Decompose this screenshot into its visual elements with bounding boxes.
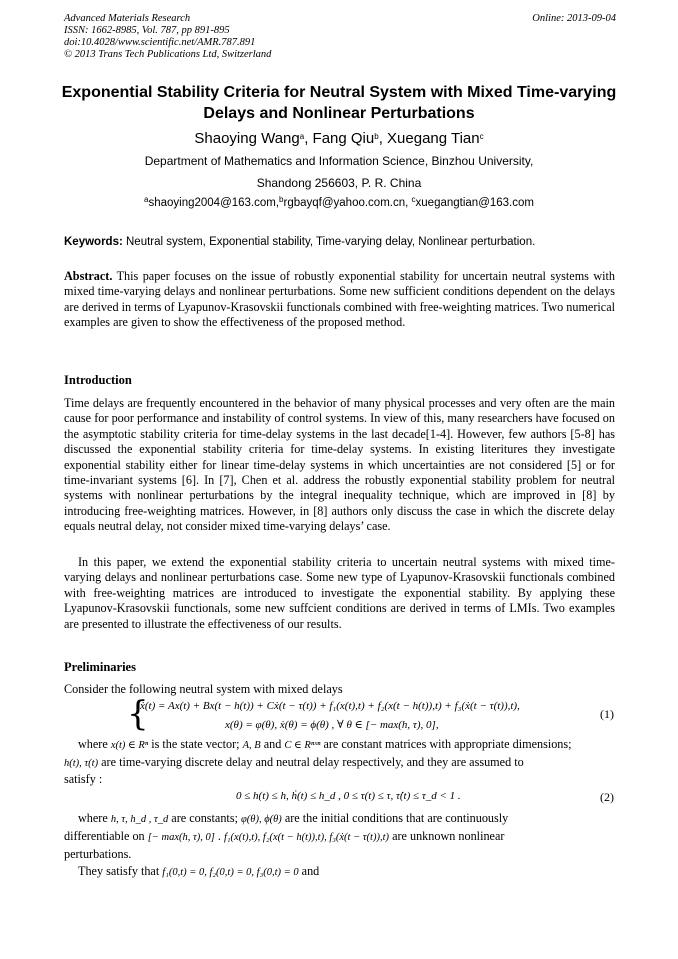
keywords-label: Keywords:: [64, 236, 123, 248]
text-span: is the state vector;: [148, 737, 243, 751]
text-span: are constant matrices with appropriate dimensions;: [320, 737, 572, 751]
text-span: They satisfy that: [78, 864, 163, 878]
author-superscript: b: [374, 132, 379, 141]
email-superscript: a: [144, 195, 149, 204]
author-superscript: c: [479, 132, 484, 141]
math-span: [− max(h, τ), 0]: [147, 832, 215, 843]
email-link[interactable]: xuegangtian@163.com: [415, 197, 534, 209]
journal-header: [64, 13, 271, 61]
abstract: [64, 269, 615, 331]
journal-issn: ISSN: 1662-8985, Vol. 787, pp 891-895: [64, 25, 230, 36]
paper-title: [40, 82, 638, 124]
math-span: φ(θ), ϕ(θ): [241, 814, 282, 825]
text-span: differentiable on: [64, 829, 148, 843]
affiliation-line-1: Department of Mathematics and Information Science, Binzhou University,: [144, 154, 534, 168]
section-heading-preliminaries: Preliminaries: [64, 660, 136, 674]
where-line-6: perturbations.: [64, 847, 132, 861]
math-span: h(t), τ(t): [64, 758, 99, 769]
abstract-label: Abstract.: [64, 269, 113, 283]
equation-1-line-1: ẋ(t) = Ax(t) + Bx(t − h(t)) + Cẋ(t − τ(t)) + f₁(x(t),t) + f₂(x(t − h(t)),t) + f₃(ẋ(t − τ(t)),t),: [140, 700, 520, 712]
keywords-text: Neutral system, Exponential stability, Time-varying delay, Nonlinear perturbation.: [126, 236, 536, 248]
journal-name: Advanced Materials Research: [64, 13, 191, 24]
keywords: [64, 236, 616, 248]
email-superscript: c: [411, 195, 416, 204]
author-emails: [40, 197, 638, 209]
where-line-5: [64, 829, 504, 844]
text-span: where: [78, 811, 111, 825]
author-list: Shaoying Wang$^a$, Fang Qiu$^b$, Xuegang Tian$^c$: [194, 130, 484, 147]
equation-brace: {: [127, 694, 149, 734]
text-span: are constants;: [168, 811, 241, 825]
section-heading-introduction: Introduction: [64, 373, 132, 387]
title-line-1: Exponential Stability Criteria for Neutral System with Mixed Time-varying: [61, 84, 617, 101]
online-date: Online: 2013-09-04: [532, 13, 616, 24]
email-link[interactable]: shaoying2004@163.com,: [148, 197, 280, 209]
journal-doi: doi:10.4028/www.scientific.net/AMR.787.891: [64, 37, 256, 48]
math-span: h, τ, h_d , τ_d: [110, 814, 169, 825]
math-span: x(t) ∈ Rⁿ: [110, 740, 149, 751]
math-span: f₁(x(t),t), f₂(x(t − h(t)),t), f₃(ẋ(t − τ(t)),t): [223, 832, 390, 843]
text-span: .: [214, 829, 224, 843]
author-name: Fang Qiu: [312, 130, 375, 147]
author-name: Xuegang Tian: [387, 130, 480, 147]
text-span: are the initial conditions that are continuously: [281, 811, 509, 825]
where-line-3: satisfy :: [64, 772, 103, 786]
abstract-text: This paper focuses on the issue of robustly exponential stability for uncertain neutral systems with mixed time-varying delays and nonlinear perturbations. Some new sufficient conditions dependent on the delays are derived in terms of Lyapunov-Krasovskii functionals combined with free-weighting matrices. Two numerical examples are given to show the effectiveness of the proposed method.: [64, 269, 615, 330]
text-span: where: [78, 737, 111, 751]
math-span: A, B: [242, 740, 261, 751]
where-line-4: [78, 811, 508, 826]
where-line-7: [78, 864, 319, 879]
title-line-2: Delays and Nonlinear Perturbations: [203, 105, 475, 122]
equation-number-1: (1): [600, 707, 614, 721]
introduction-paragraph-2: In this paper, we extend the exponential stability criteria to uncertain neutral systems with mixed time-varying delays and nonlinear perturbations case. Some new type of Lyapunov-Krasovskii functionals combined with free-weighting matrices are introduced to investigate the exponential stability. By applying these Lyapunov-Krasovskii functionals, some new suffcient conditions are derived in terms of LMIs. Two examples are presented to illustrate the effectiveness of our results.: [64, 555, 615, 631]
equation-number-2: (2): [600, 790, 614, 804]
author-name: Shaoying Wang: [194, 130, 300, 147]
equation-2: 0 ≤ h(t) ≤ h, ḣ(t) ≤ h_d , 0 ≤ τ(t) ≤ τ, τ̇(t) ≤ τ_d < 1 .: [236, 790, 461, 802]
journal-copyright: © 2013 Trans Tech Publications Ltd, Switzerland: [64, 49, 272, 60]
equation-1-line-2: x(θ) = φ(θ), ẋ(θ) = ϕ(θ) , ∀ θ ∈ [− max(h, τ), 0],: [225, 719, 439, 731]
preliminaries-intro: Consider the following neutral system with mixed delays: [64, 682, 343, 696]
where-line-2: [64, 755, 524, 770]
math-span: C ∈ Rⁿˣⁿ: [284, 740, 321, 751]
introduction-paragraph-1: Time delays are frequently encountered in the behavior of many physical processes and very often are the main cause for poor performance and instability of control systems. In view of this, many researchers have focused on the asymptotic stability criteria for time-delay systems in the last decade[1-4]. However, few authors [5-8] has discussed the exponential stability criteria for time-delay systems. In existing literitures they investigate exponential stability either for linear time-delay systems in which uncertainties are not considered [5] or for time-invariant systems [6]. In [7], Chen et al. address the robustly exponential stability problem for neutral systems with nonlinear perturbations by the integral inequality technique, which are improved in [8] by introducing free-weighting matrices. However, in [8] authors only discuss the case in which the discrete delay equals neutral delay, not consider mixed time-varying delays’ case.: [64, 396, 615, 534]
email-superscript: b: [279, 195, 284, 204]
math-span: f₁(0,t) = 0, f₂(0,t) = 0, f₃(0,t) = 0: [162, 867, 299, 878]
author-superscript: a: [299, 132, 305, 141]
text-span: are time-varying discrete delay and neutral delay respectively, and they are assumed to: [98, 755, 524, 769]
email-link[interactable]: rgbayqf@yahoo.com.cn,: [283, 197, 409, 209]
text-span: and: [298, 864, 320, 878]
affiliation-line-2: Shandong 256603, P. R. China: [256, 176, 422, 190]
text-span: are unknown nonlinear: [389, 829, 505, 843]
text-span: and: [260, 737, 285, 751]
where-line-1: [78, 737, 572, 752]
